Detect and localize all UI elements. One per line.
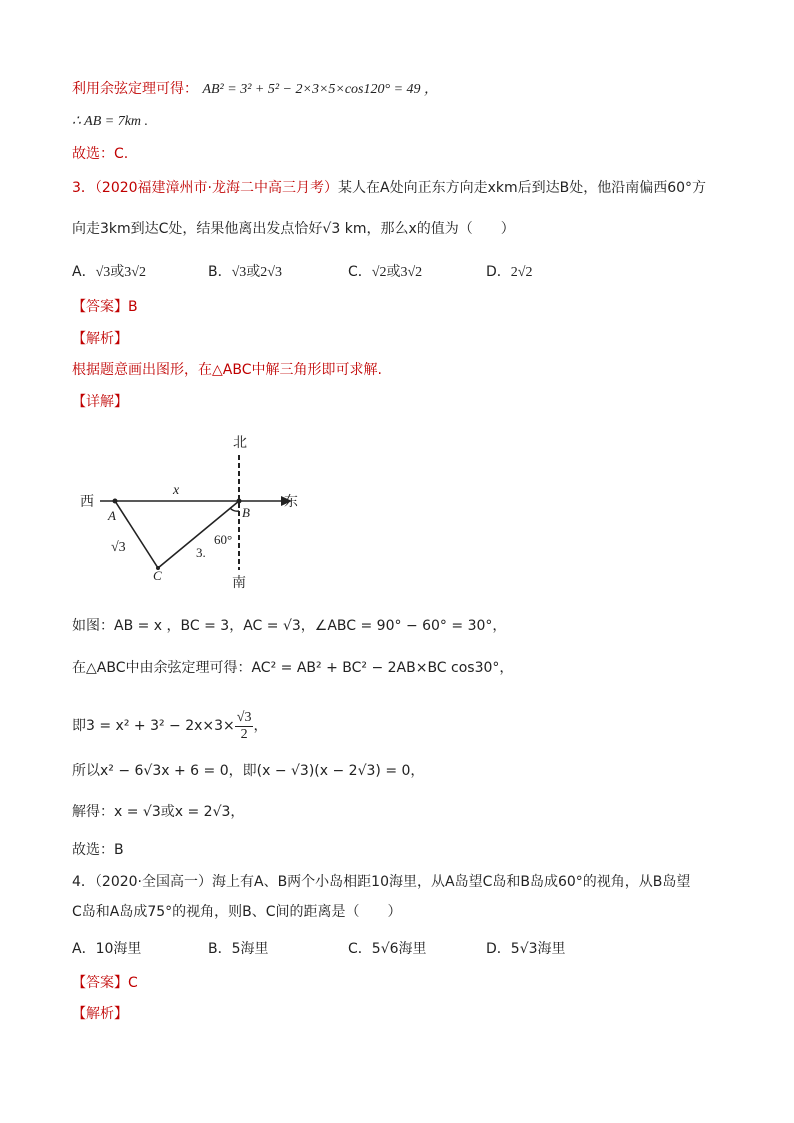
q4-analysis-heading: 【解析】 xyxy=(72,1006,128,1022)
equation-prefix: 即3 = x² + 3² − 2x×3× xyxy=(72,718,235,734)
q3-detail-heading: 【详解】 xyxy=(72,394,128,410)
label-bc-length: 3. xyxy=(196,545,206,560)
label-north: 北 xyxy=(233,435,247,451)
label-south: 南 xyxy=(232,575,246,591)
triangle-diagram xyxy=(70,425,310,595)
option-label: A． xyxy=(72,264,96,280)
option-label: A． xyxy=(72,941,96,957)
option-text: 10海里 xyxy=(95,941,142,957)
cosine-law-formula: AB² = 3² + 5² − 2×3×5×cos120° = 49 ， xyxy=(202,82,439,97)
option-text: 5海里 xyxy=(231,941,269,957)
cosine-law-line xyxy=(72,79,438,100)
ab-result: ∴ AB = 7km . xyxy=(72,114,149,129)
label-east: 东 xyxy=(284,494,298,510)
q3-option-a xyxy=(72,261,146,281)
q3-option-b xyxy=(208,261,282,281)
q3-analysis-heading: 【解析】 xyxy=(72,331,128,347)
q3-stem-line2: 向走3km到达C处，结果他离出发点恰好√3 km，那么x的值为（ ） xyxy=(72,221,515,237)
q4-stem-line2: C岛和A岛成75°的视角，则B、C间的距离是（ ） xyxy=(72,904,402,920)
q4-line1 xyxy=(72,872,690,892)
solution-line-5: 解得：x = √3或x = 2√3， xyxy=(72,804,245,820)
option-text: √3或2√3 xyxy=(231,265,282,280)
fraction-sqrt3-over-2 xyxy=(235,710,254,743)
q4-option-c xyxy=(348,938,427,958)
label-angle: 60° xyxy=(214,532,233,547)
angle-arc xyxy=(230,508,239,511)
solution-line-2: 在△ABC中由余弦定理可得：AC² = AB² + BC² − 2AB×BC cos30°， xyxy=(72,660,514,676)
option-label: C． xyxy=(348,941,372,957)
equation-comma: ， xyxy=(253,718,268,734)
fraction-denominator: 2 xyxy=(240,726,248,742)
solution-line-1: 如图：AB = x ，BC = 3，AC = √3，∠ABC = 90° − 60° = 30°， xyxy=(72,618,507,634)
q3-option-d xyxy=(486,261,532,281)
q3-line1 xyxy=(72,178,706,198)
q4-answer: 【答案】C xyxy=(72,975,138,991)
q4-option-d xyxy=(486,938,566,958)
option-label: B． xyxy=(208,941,232,957)
q4-source: 4．（2020·全国高一） xyxy=(72,874,212,890)
label-a: A xyxy=(108,508,116,523)
choice-line: 故选：C. xyxy=(72,146,129,162)
option-text: √3或3√2 xyxy=(95,265,146,280)
q3-option-c xyxy=(348,261,422,281)
point-a xyxy=(113,499,118,504)
label-c: C xyxy=(153,568,162,583)
q4-option-a xyxy=(72,938,141,958)
option-text: √2或3√2 xyxy=(371,265,423,280)
label-b: B xyxy=(242,505,250,520)
option-label: B． xyxy=(208,264,232,280)
point-b xyxy=(237,499,242,504)
option-text: 2√2 xyxy=(510,265,533,280)
fraction-numerator: √3 xyxy=(236,709,252,725)
q4-stem-line1: 海上有A、B两个小岛相距10海里，从A岛望C岛和B岛成60°的视角，从B岛望 xyxy=(212,874,691,890)
q3-stem-line1: 某人在A处向正东方向走xkm后到达B处，他沿南偏西60°方 xyxy=(338,180,707,196)
q3-answer: 【答案】B xyxy=(72,299,138,315)
option-label: C． xyxy=(348,264,372,280)
option-text: 5√3海里 xyxy=(510,941,566,957)
label-x: x xyxy=(173,483,180,498)
cosine-law-prefix: 利用余弦定理可得： xyxy=(72,81,198,97)
q3-analysis-text: 根据题意画出图形，在△ABC中解三角形即可求解. xyxy=(72,362,382,378)
solution-line-3 xyxy=(72,706,267,746)
solution-line-4: 所以x² − 6√3x + 6 = 0，即(x − √3)(x − 2√3) = 0， xyxy=(72,763,425,779)
option-label: D． xyxy=(486,941,511,957)
q4-option-b xyxy=(208,938,269,958)
side-ac xyxy=(115,501,158,568)
option-label: D． xyxy=(486,264,511,280)
label-ac-length: √3 xyxy=(111,540,126,555)
label-west: 西 xyxy=(80,494,94,510)
q3-source: 3．（2020福建漳州市·龙海二中高三月考） xyxy=(72,180,338,196)
solution-line-6: 故选：B xyxy=(72,842,124,858)
option-text: 5√6海里 xyxy=(371,941,427,957)
